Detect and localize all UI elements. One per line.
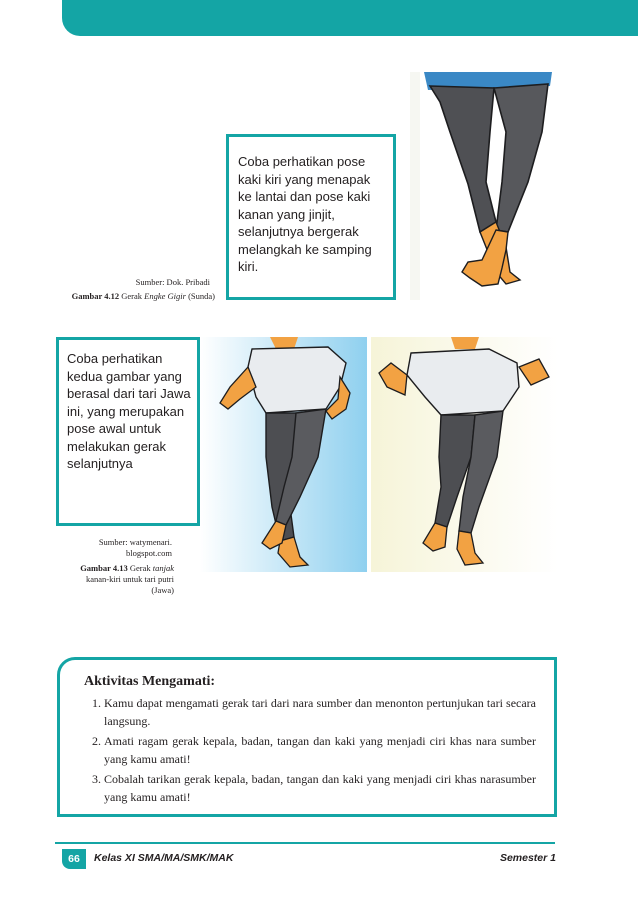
figure-4-13-caption-line3: (Jawa) xyxy=(151,585,174,595)
activity-item: 1. Kamu dapat mengamati gerak tari dari nara sumber dan menonton pertunjukan tari secara langsung. xyxy=(104,694,536,730)
activity-title: Aktivitas Mengamati: xyxy=(84,674,216,689)
activity-item: 3. Cobalah tarikan gerak kepala, badan, tangan dan kaki yang menjadi ciri khas narasumber yang kamu amati! xyxy=(104,770,536,806)
figure-4-13-source-line1: Sumber: watymenari. xyxy=(98,537,172,547)
header-band xyxy=(62,0,638,36)
figure-4-12-label: Gambar 4.12 xyxy=(71,291,120,301)
figure-4-12-caption-tail: (Sunda) xyxy=(188,291,215,301)
footer-divider xyxy=(55,842,555,844)
figure-4-12-source: Sumber: Dok. Pribadi xyxy=(135,277,210,287)
callout-tari-jawa: Coba perhatikan kedua gambar yang berasal dari tari Jawa ini, yang merupakan pose awal untuk melakukan gerak selanjutnya xyxy=(56,337,200,526)
figure-4-13-caption-text: Gerak xyxy=(129,563,151,573)
page-number: 66 xyxy=(62,849,86,869)
figure-4-13-caption-line2: kanan-kiri untuk tari putri xyxy=(85,574,174,584)
figure-4-13-right-illustration xyxy=(371,337,558,572)
activity-item: 2. Amati ragam gerak kepala, badan, tangan dan kaki yang menjadi ciri khas nara sumber yang kamu amati! xyxy=(104,732,536,768)
activity-box xyxy=(57,657,557,817)
figure-4-12-caption-italic: Engke Gigir xyxy=(144,291,186,301)
footer-semester: Semester 1 xyxy=(499,852,556,864)
figure-4-13-caption-italic: tanjak xyxy=(152,563,174,573)
activity-list xyxy=(84,694,536,806)
figure-4-13-label: Gambar 4.13 xyxy=(80,563,128,573)
figure-4-13-caption xyxy=(62,563,174,596)
figure-4-13-source xyxy=(62,537,172,559)
figure-4-12-illustration xyxy=(410,72,558,300)
figure-4-12-caption xyxy=(70,291,215,302)
figure-4-13-left-illustration xyxy=(200,337,367,572)
callout-pose-kaki: Coba perhatikan pose kaki kiri yang menapak ke lantai dan pose kaki kanan yang jinjit, selanjutnya bergerak melangkah ke samping kiri. xyxy=(226,134,396,300)
footer-book-title: Kelas XI SMA/MA/SMK/MAK xyxy=(94,852,234,864)
figure-4-13-source-line2: blogspot.com xyxy=(125,548,172,558)
figure-4-12-caption-text: Gerak xyxy=(121,291,143,301)
